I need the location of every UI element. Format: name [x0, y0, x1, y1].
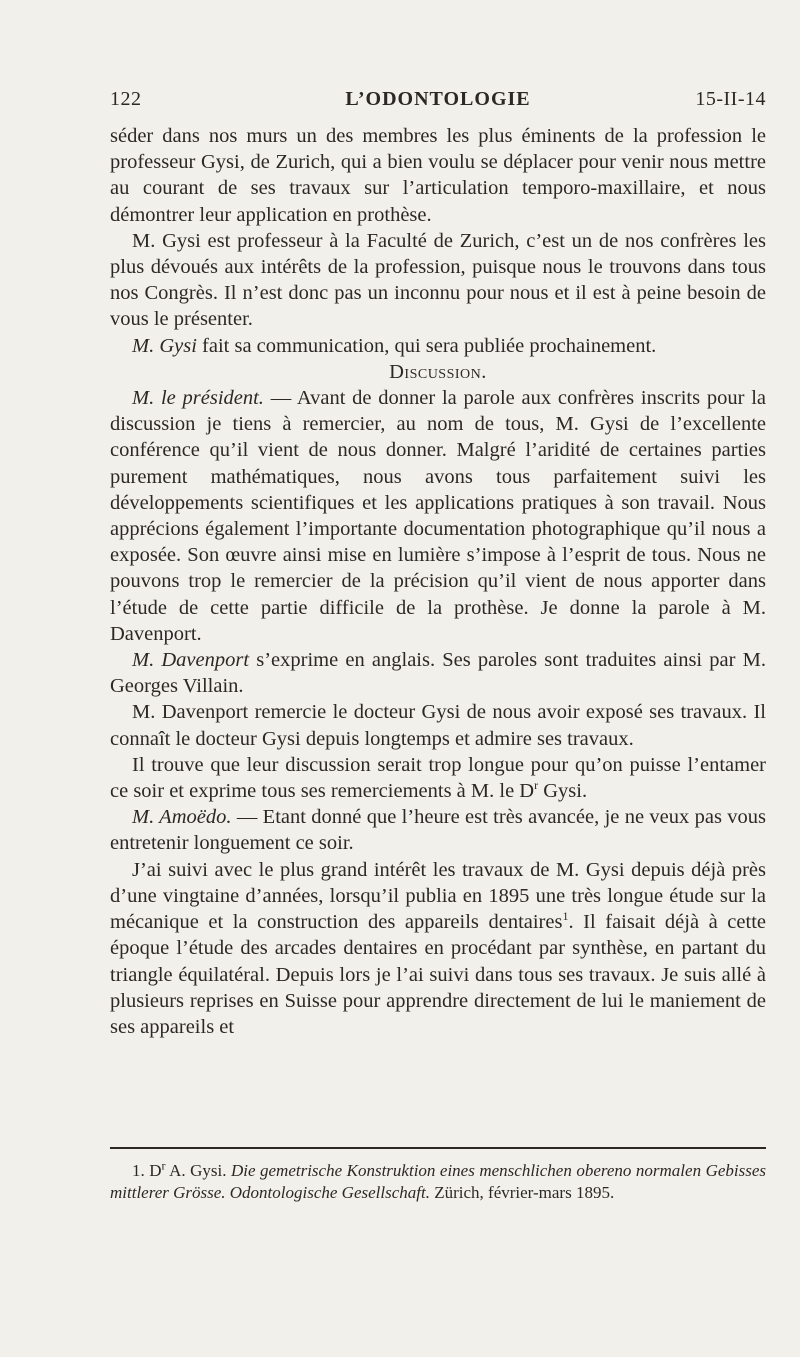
issue-date: 15-II-14: [695, 88, 766, 110]
footnote-rest: Zürich, février-mars 1895.: [429, 1182, 615, 1202]
paragraph-4: [110, 385, 766, 647]
footnote-number: 1. D: [132, 1161, 162, 1180]
footnotes: [110, 1160, 766, 1203]
discussion-heading: Discussion.: [389, 360, 487, 383]
page-number: 122: [110, 88, 142, 110]
superscript: r: [534, 778, 539, 793]
paragraph-6: M. Davenport remercie le docteur Gysi de nous avoir exposé ses travaux. Il connaît le docteur Gysi depuis longtemps et admire ses travaux.: [110, 701, 766, 750]
paragraph-1: séder dans nos murs un des membres les plus éminents de la profession le professeur Gysi, de Zurich, qui a bien voulu se déplacer pour venir nous mettre au courant de ses travaux sur l’articulation temporo-maxillaire, et nous démontrer leur application en prothèse.: [110, 125, 766, 226]
paragraph-text: — Etant donné que l’heure est très avancée, je ne veux pas vous entretenir longuement ce soir.: [110, 806, 766, 855]
body-text: [110, 123, 766, 1040]
paragraph-text: Gysi.: [538, 780, 588, 803]
speaker-name: M. le président.: [132, 387, 264, 410]
paragraph-7: [110, 752, 766, 804]
paragraph-9: [110, 857, 766, 1040]
superscript: r: [161, 1158, 166, 1173]
running-header: [110, 88, 766, 114]
paragraph-text: fait sa communication, qui sera publiée prochainement.: [196, 334, 657, 357]
speaker-name: M. Davenport: [132, 649, 250, 672]
footnote-rule: [110, 1147, 766, 1149]
paragraph-text: — Avant de donner la parole aux confrères inscrits pour la discussion je tiens à remercier, au nom de tous, M. Gysi de l’excellente conférence qu’il vient de nous donner. Malgré l’aridité de certaines parties purement mathématiques, nous avons tous parfaitement suivi les développements scientifiques et les applications pratiques à son travail. Nous apprécions également l’importante documentation photographique qu’il nous a exposée. Son œuvre ainsi mise en lumière s’impose à l’esprit de tous. Nous ne pouvons trop le remercier de la précision qu’il vient de nous apporter dans l’étude de cette partie difficile de la prothèse. Je donne la parole à M. Davenport.: [110, 387, 766, 645]
paragraph-5: [110, 647, 766, 699]
journal-title: L’ODONTOLOGIE: [345, 88, 531, 110]
footnote-author: A. Gysi.: [165, 1161, 231, 1180]
speaker-name: M. Amoëdo.: [132, 806, 232, 829]
paragraph-text: J’ai suivi avec le plus grand intérêt les travaux de M. Gysi depuis déjà près d’une vingtaine d’années, lorsqu’il publia en 1895 une très longue étude sur la mécanique et la construction des appareils dentaires: [110, 858, 766, 934]
paragraph-text: Il trouve que leur discussion serait trop longue pour qu’on puisse l’entamer ce soir et exprime tous ses remerciements à M. le D: [110, 753, 766, 803]
footnote-1: [110, 1160, 766, 1203]
paragraph-2: M. Gysi est professeur à la Faculté de Zurich, c’est un de nos confrères les plus dévoués aux intérêts de la profession, puisque nous le trouvons dans tous nos Congrès. Il n’est donc pas un inconnu pour nous et il est à peine besoin de vous le présenter.: [110, 229, 766, 331]
speaker-name: M. Gysi: [132, 334, 197, 357]
paragraph-3: [110, 333, 766, 359]
footnote-title: Die gemetrische Konstruktion eines menschlichen obereno normalen Gebisses mittlerer Grösse. Odontologische Gesellschaft.: [110, 1161, 767, 1202]
paragraph-8: [110, 804, 766, 856]
footnote-marker: 1: [562, 909, 569, 924]
paragraph-text: . Il faisait déjà à cette époque l’étude des arcades dentaires en procédant par synthèse, en partant du triangle équilatéral. Depuis lors je l’ai suivi dans tous ses travaux. Je suis allé à plusieurs reprises en Suisse pour apprendre directement de lui le maniement de ses appareils et: [110, 911, 766, 1038]
paragraph-text: s’exprime en anglais. Ses paroles sont traduites ainsi par M. Georges Villain.: [110, 649, 766, 698]
